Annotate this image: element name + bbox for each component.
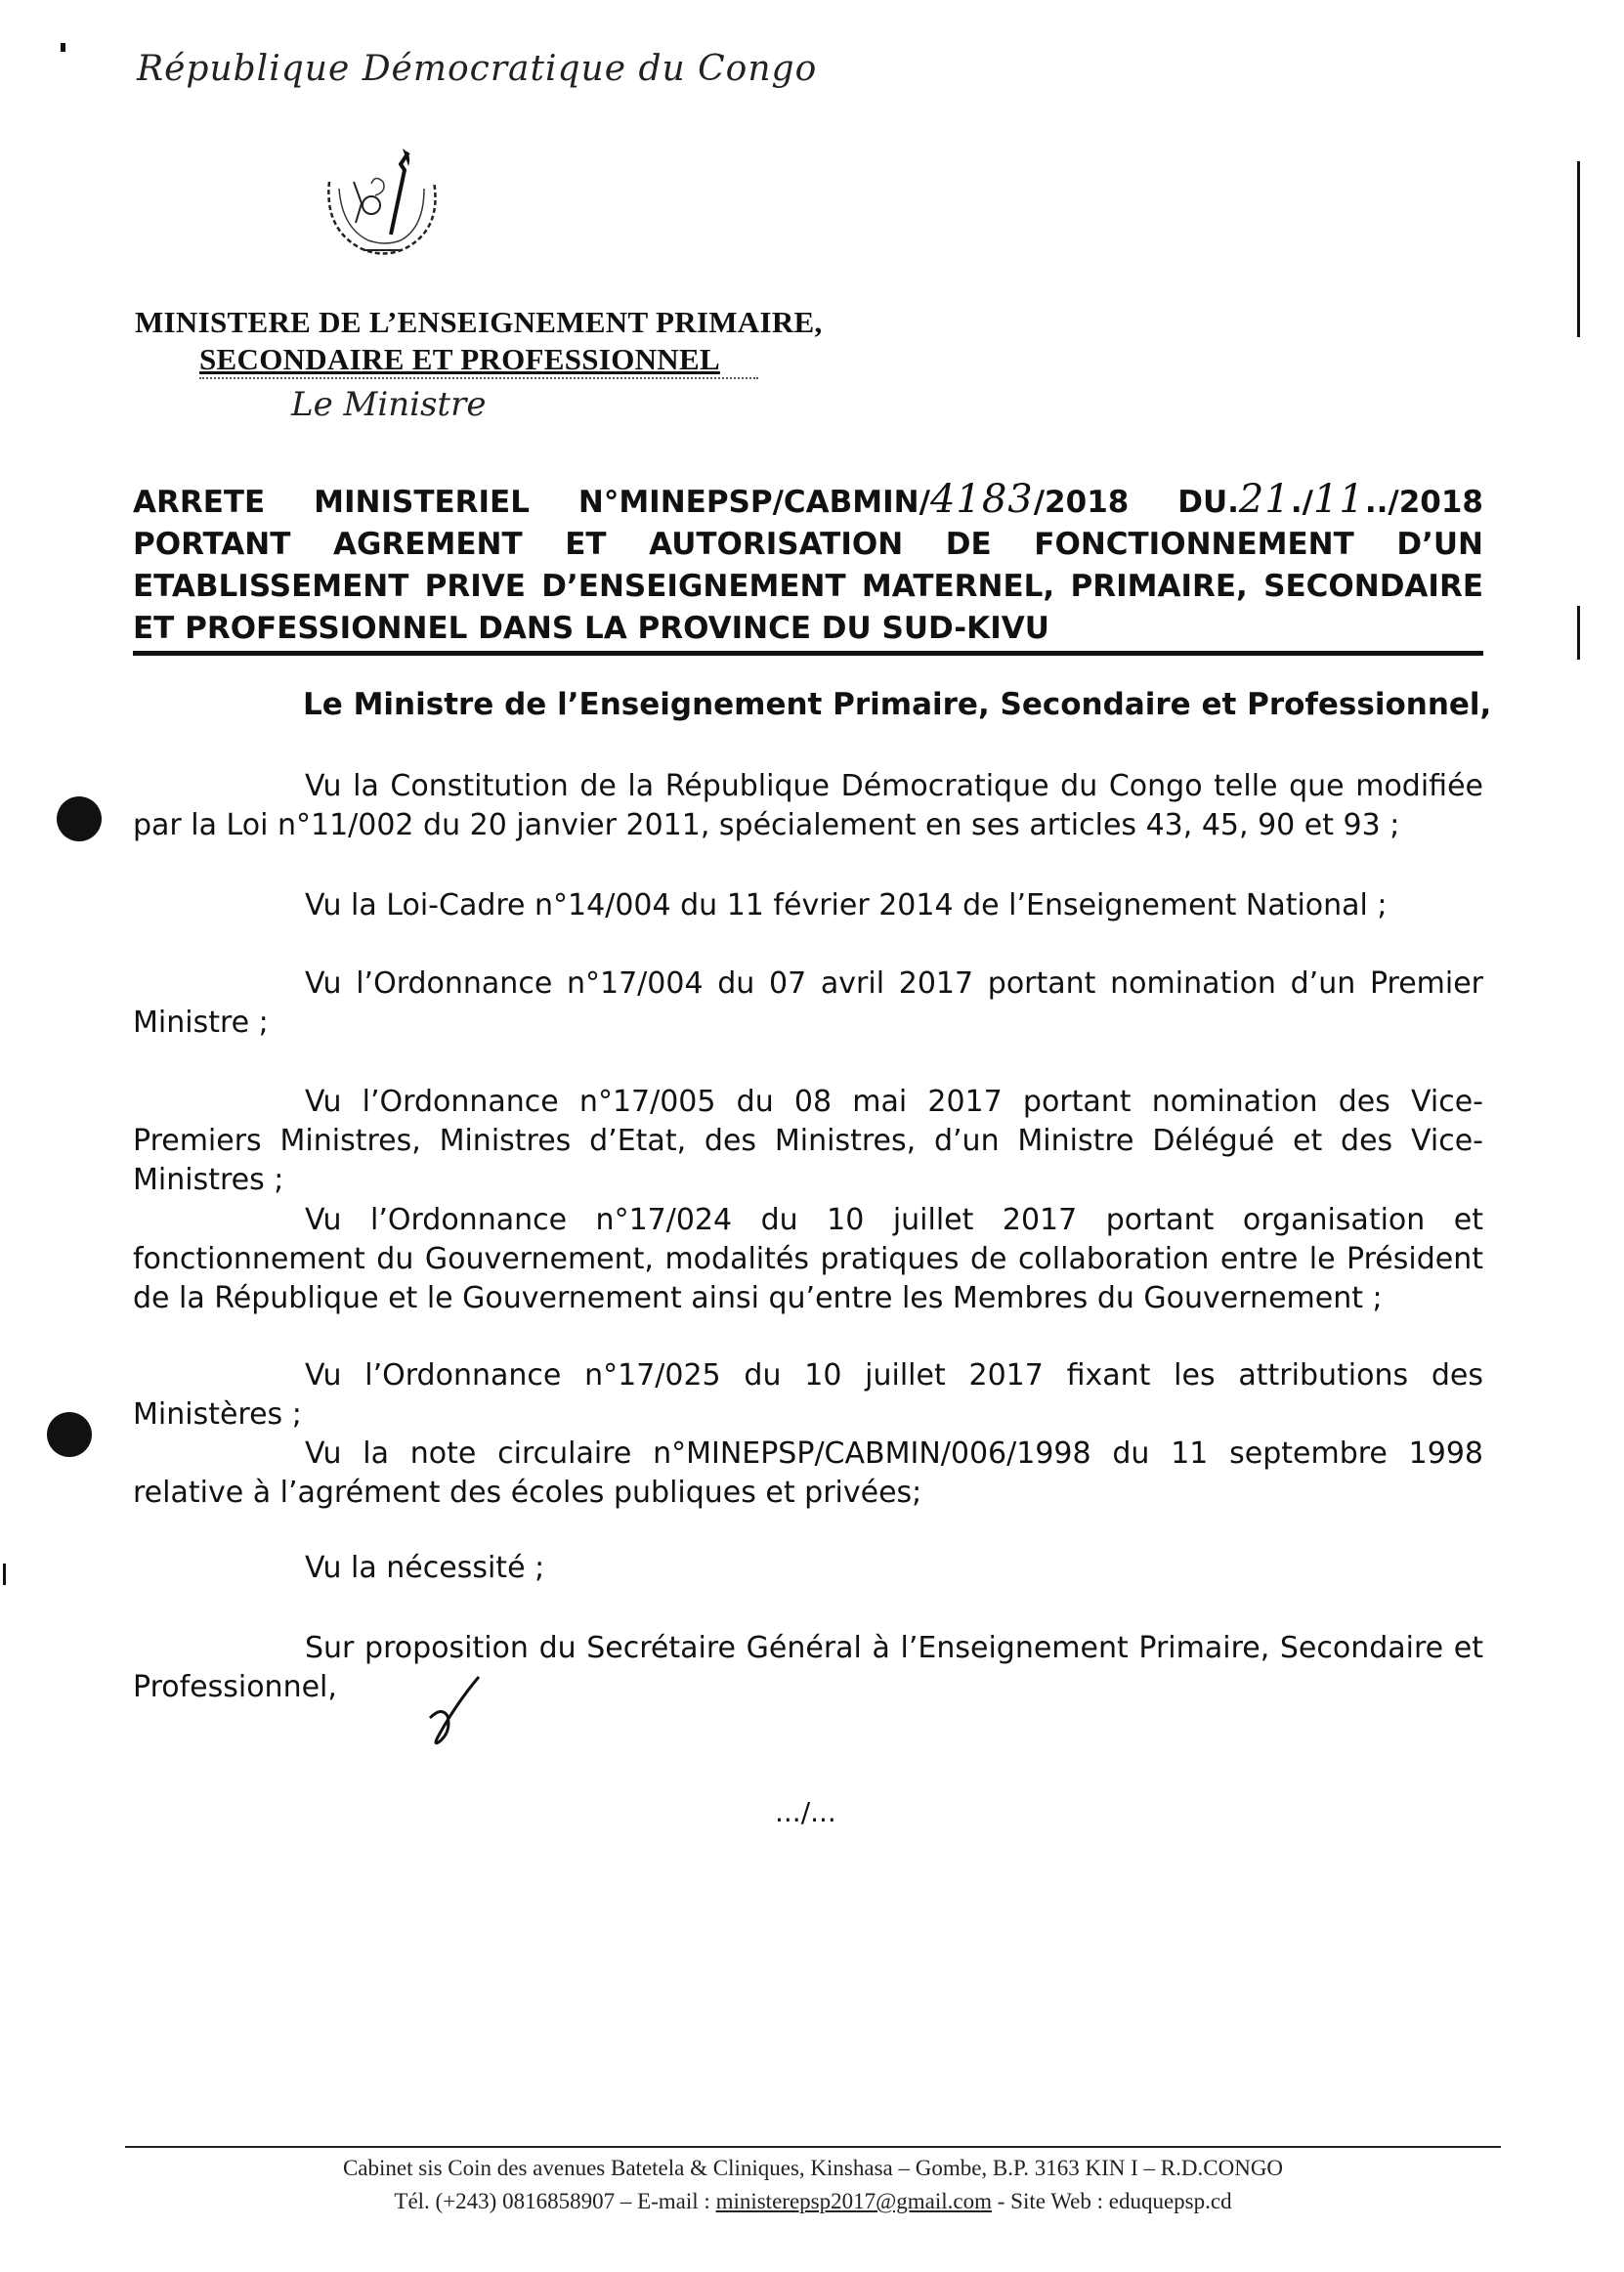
punch-hole <box>47 1412 92 1457</box>
paragraph-necessite: Vu la nécessité ; <box>305 1551 545 1585</box>
republic-heading: République Démocratique du Congo <box>137 49 818 89</box>
punch-hole <box>57 796 102 841</box>
handwritten-day: 21 <box>1238 477 1291 522</box>
body-heading: Le Ministre de l’Enseignement Primaire, Secondaire et Professionnel, <box>303 687 1492 722</box>
title-rule <box>133 651 1483 656</box>
handwritten-month: 11 <box>1312 477 1365 522</box>
scan-dot <box>61 43 65 52</box>
footer-address: Cabinet sis Coin des avenues Batetela & Cliniques, Kinshasa – Gombe, B.P. 3163 KIN I – R.D.CONGO <box>342 2156 1284 2180</box>
ministry-name-line1: MINISTERE DE L’ENSEIGNEMENT PRIMAIRE, <box>135 305 823 339</box>
coat-of-arms-emblem <box>315 145 451 264</box>
decree-title-line3: ETABLISSEMENT PRIVE D’ENSEIGNEMENT MATERNEL, PRIMAIRE, SECONDAIRE <box>133 569 1483 604</box>
paragraph-ordonnance-ministres: Vu l’Ordonnance n°17/005 du 08 mai 2017 portant nomination des Vice-Premiers Ministres, Ministres d’Etat, des Ministres, d’un Ministre Délégué et des Vice-Ministres ; <box>133 1085 1483 1197</box>
decree-title-line1: ARRETE MINISTERIEL N°MINEPSP/CABMIN/4183/2018 DU.21./11../2018 <box>133 477 1483 522</box>
paragraph-proposition: Sur proposition du Secrétaire Général à l’Enseignement Primaire, Secondaire et Professionnel, <box>133 1631 1483 1704</box>
decree-title <box>133 479 1483 650</box>
footer-rule <box>125 2146 1501 2148</box>
scan-edge-line <box>1577 161 1580 337</box>
paragraph-ordonnance-premier-ministre: Vu l’Ordonnance n°17/004 du 07 avril 2017 portant nomination d’un Premier Ministre ; <box>133 966 1483 1040</box>
paragraph-ordonnance-gouvernement: Vu l’Ordonnance n°17/024 du 10 juillet 2017 portant organisation et fonctionnement du Gouvernement, modalités pratiques de collaboration entre le Président de la République et le Gouvernement ainsi qu’entre les Membres du Gouvernement ; <box>133 1203 1483 1315</box>
ministry-name-line2: SECONDAIRE ET PROFESSIONNEL <box>199 342 720 376</box>
paragraph-ordonnance-attributions: Vu l’Ordonnance n°17/025 du 10 juillet 2017 fixant les attributions des Ministères ; <box>133 1358 1483 1432</box>
ministry-dotted-underline <box>199 377 758 379</box>
continuation-mark: .../... <box>775 1796 836 1828</box>
handwritten-number: 4183 <box>929 477 1034 522</box>
paragraph-note-circulaire: Vu la note circulaire n°MINEPSP/CABMIN/006/1998 du 11 septembre 1998 relative à l’agrément des écoles publiques et privées; <box>133 1436 1483 1510</box>
paragraph-loi-cadre: Vu la Loi-Cadre n°14/004 du 11 février 2014 de l’Enseignement National ; <box>305 888 1388 922</box>
scan-edge-line <box>1577 606 1580 660</box>
scan-edge-line <box>3 1564 6 1585</box>
le-ministre-signature-title: Le Ministre <box>291 385 487 424</box>
decree-title-line2: PORTANT AGREMENT ET AUTORISATION DE FONCTIONNEMENT D’UN <box>133 527 1483 562</box>
footer-contact: Tél. (+243) 0816858907 – E-mail : ministerepsp2017@gmail.com - Site Web : eduquepsp.cd <box>394 2189 1232 2213</box>
paragraph-constitution: Vu la Constitution de la République Démocratique du Congo telle que modifiée par la Loi n°11/002 du 20 janvier 2011, spécialement en ses articles 43, 45, 90 et 93 ; <box>133 769 1483 842</box>
paraph-initial-mark <box>418 1673 487 1751</box>
footer-email-link[interactable]: ministerepsp2017@gmail.com <box>715 2189 993 2213</box>
decree-title-line4: ET PROFESSIONNEL DANS LA PROVINCE DU SUD-KIVU <box>133 611 1049 646</box>
